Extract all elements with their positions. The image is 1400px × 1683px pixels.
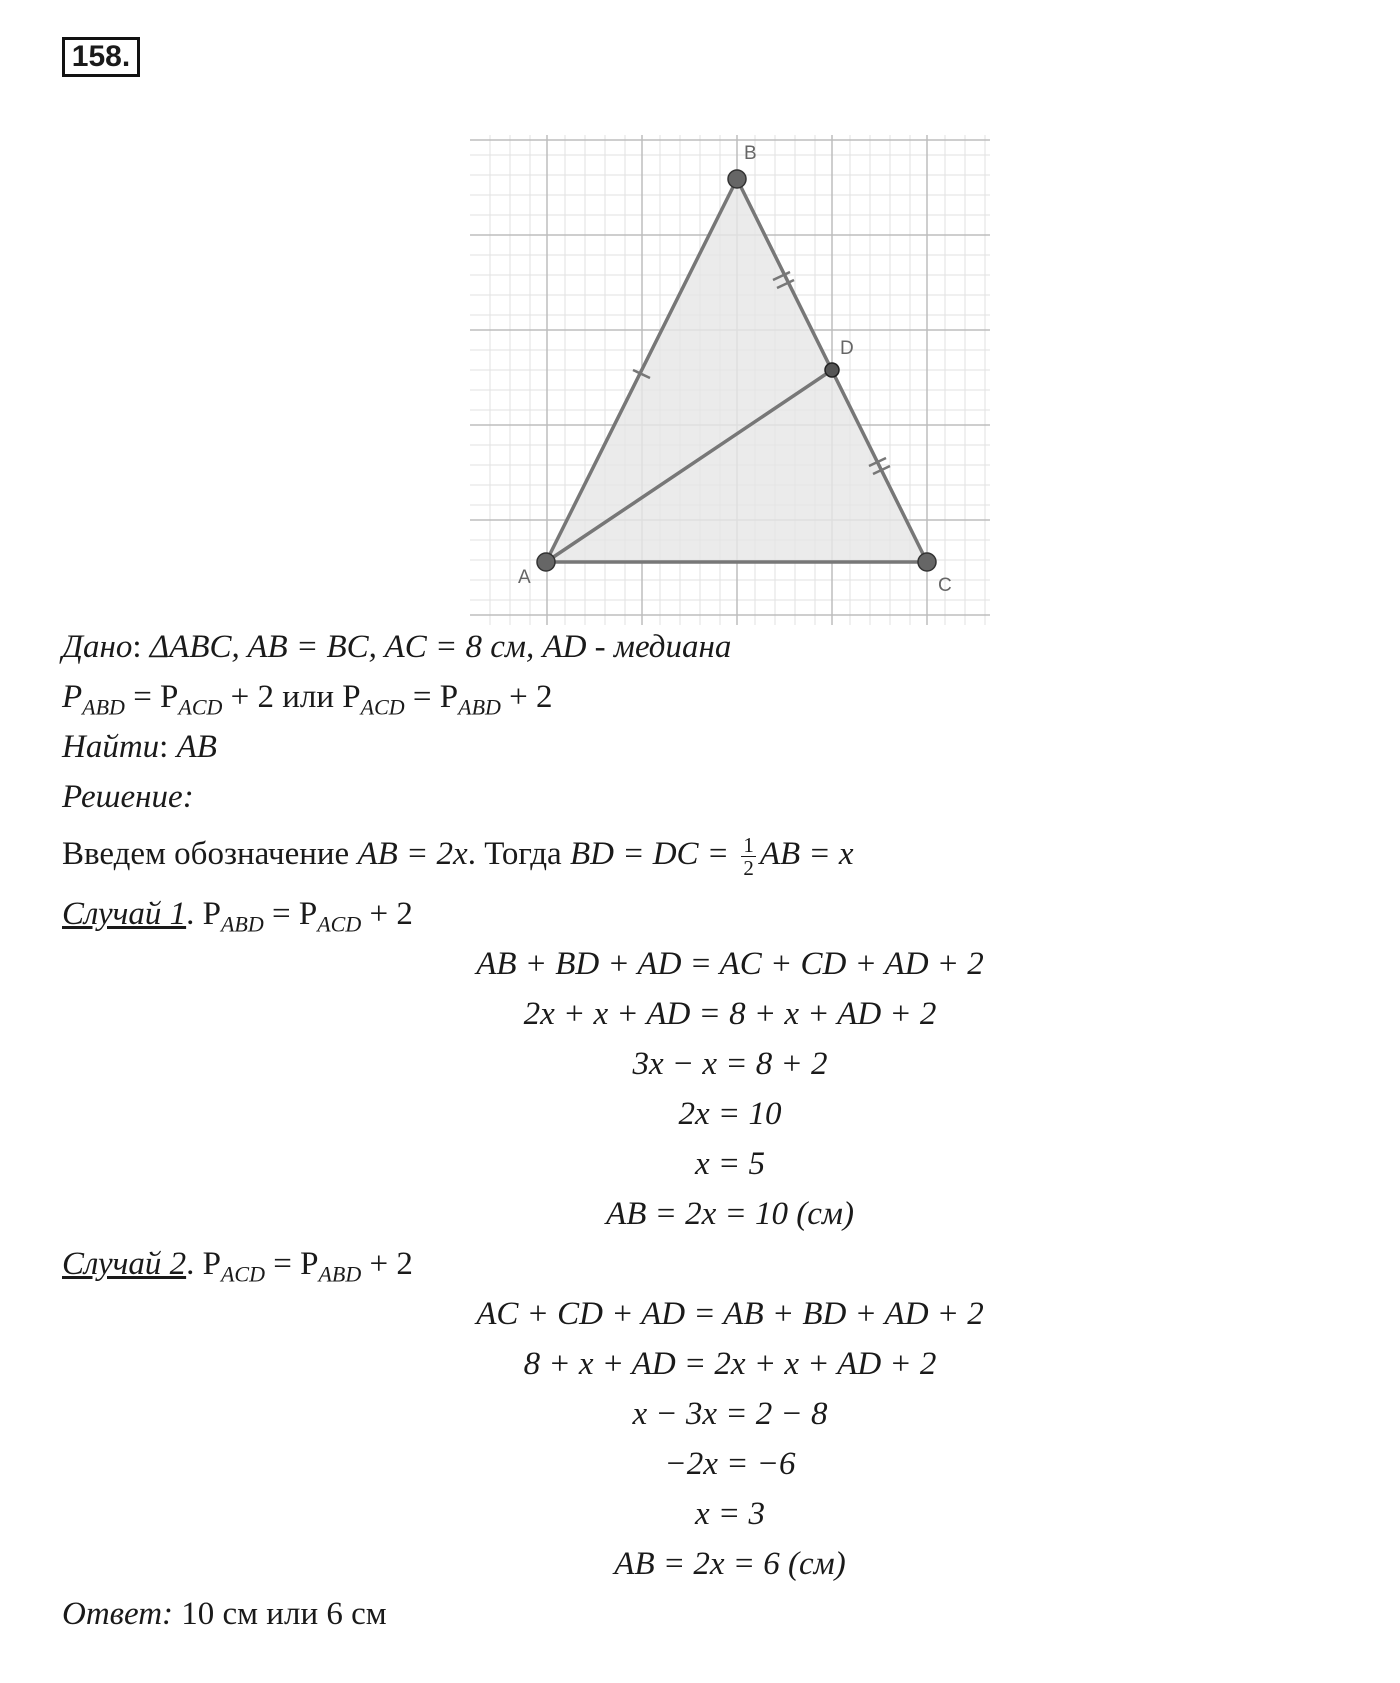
case1-step: 2x = 10 [678, 1096, 782, 1132]
point-label-b: B [744, 143, 757, 164]
case2-step: 8 + x + AD = 2x + x + AD + 2 [523, 1346, 937, 1382]
point-label-a: A [518, 567, 531, 588]
half-fraction: $\frac{1}{2}$ [743, 833, 754, 880]
given-line-1: Дано: ΔABC, AB = BC, AC = 8 см, AD - медиана [62, 629, 732, 665]
case2-step: −2x = −6 [664, 1446, 796, 1482]
solution-label: Решение: [62, 779, 194, 815]
find-line: Найти: AB [62, 729, 217, 765]
case1-step: 3x − x = 8 + 2 [632, 1046, 828, 1082]
intro-line: Введем обозначение AB = 2x. Тогда BD = DC = $\frac{1}{2}$ AB = x [62, 833, 854, 880]
case2-step: x = 3 [695, 1496, 765, 1532]
given-line-2: $P_{ABD} = P_{ACD} + 2$ или $P_{ACD} = P_{ABD} + 2$ [62, 679, 553, 720]
answer-line: Ответ: 10 см или 6 см [62, 1596, 387, 1632]
point-label-c: C [938, 575, 952, 596]
case1-step: AB + BD + AD = AC + CD + AD + 2 [476, 946, 984, 982]
point-label-d: D [840, 338, 854, 359]
case2-step: x − 3x = 2 − 8 [632, 1396, 828, 1432]
triangle-figure [470, 135, 990, 625]
case2-result: AB = 2x = 6 (см) [614, 1546, 846, 1582]
case2-heading: Случай 2. $P_{ACD} = P_{ABD} + 2$ [62, 1246, 413, 1287]
case2-step: AC + CD + AD = AB + BD + AD + 2 [476, 1296, 984, 1332]
problem-number: 158. [62, 37, 140, 77]
case1-step: x = 5 [695, 1146, 765, 1182]
case1-step: 2x + x + AD = 8 + x + AD + 2 [523, 996, 937, 1032]
case1-result: AB = 2x = 10 (см) [606, 1196, 854, 1232]
case1-heading: Случай 1. $P_{ABD} = P_{ACD} + 2$ [62, 896, 413, 937]
